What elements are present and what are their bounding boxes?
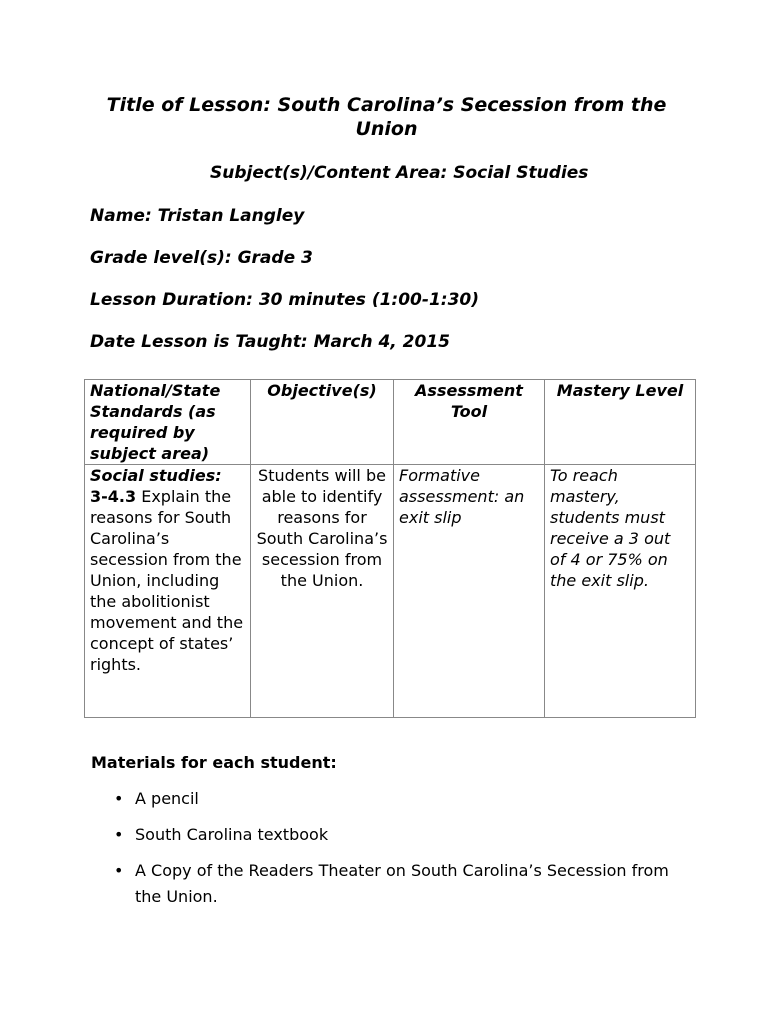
bullet-icon: • xyxy=(114,861,124,880)
material-text: A Copy of the Readers Theater on South Carolina’s Secession from the Union. xyxy=(135,861,669,906)
list-item xyxy=(91,858,691,910)
grade-line: Grade level(s): Grade 3 xyxy=(90,248,313,268)
material-text: A pencil xyxy=(135,789,199,808)
list-item xyxy=(91,786,691,812)
cell-objective: Students will be able to identify reasons for South Carolina’s secession from the Union. xyxy=(251,465,394,718)
table-row xyxy=(85,465,696,718)
duration-line: Lesson Duration: 30 minutes (1:00-1:30) xyxy=(90,290,479,310)
header-assessment-tool: Assessment Tool xyxy=(394,380,545,465)
materials-heading: Materials for each student: xyxy=(91,753,337,772)
cell-assessment: Formative assessment: an exit slip xyxy=(394,465,545,718)
materials-list xyxy=(91,786,691,920)
header-objectives: Objective(s) xyxy=(251,380,394,465)
header-standards: National/State Standards (as required by subject area) xyxy=(85,380,251,465)
material-text: South Carolina textbook xyxy=(135,825,329,844)
bullet-icon: • xyxy=(114,825,124,844)
lesson-title: Title of Lesson: South Carolina’s Secession from the Union xyxy=(106,94,667,140)
standards-text: Explain the reasons for South Carolina’s secession from the Union, including the abolitionist movement and the concept of states’ rights. xyxy=(90,487,244,674)
subject-line: Subject(s)/Content Area: Social Studies xyxy=(210,163,589,183)
lesson-table xyxy=(84,379,696,718)
name-line: Name: Tristan Langley xyxy=(90,206,305,226)
standards-label: Social studies: xyxy=(90,466,222,485)
standards-code: 3-4.3 xyxy=(90,487,137,506)
bullet-icon: • xyxy=(114,789,124,808)
cell-mastery: To reach mastery, students must receive a 3 out of 4 or 75% on the exit slip. xyxy=(545,465,696,718)
date-line: Date Lesson is Taught: March 4, 2015 xyxy=(90,332,450,352)
header-mastery-level: Mastery Level xyxy=(545,380,696,465)
table-header-row xyxy=(85,380,696,465)
list-item xyxy=(91,822,691,848)
cell-standards xyxy=(85,465,251,718)
